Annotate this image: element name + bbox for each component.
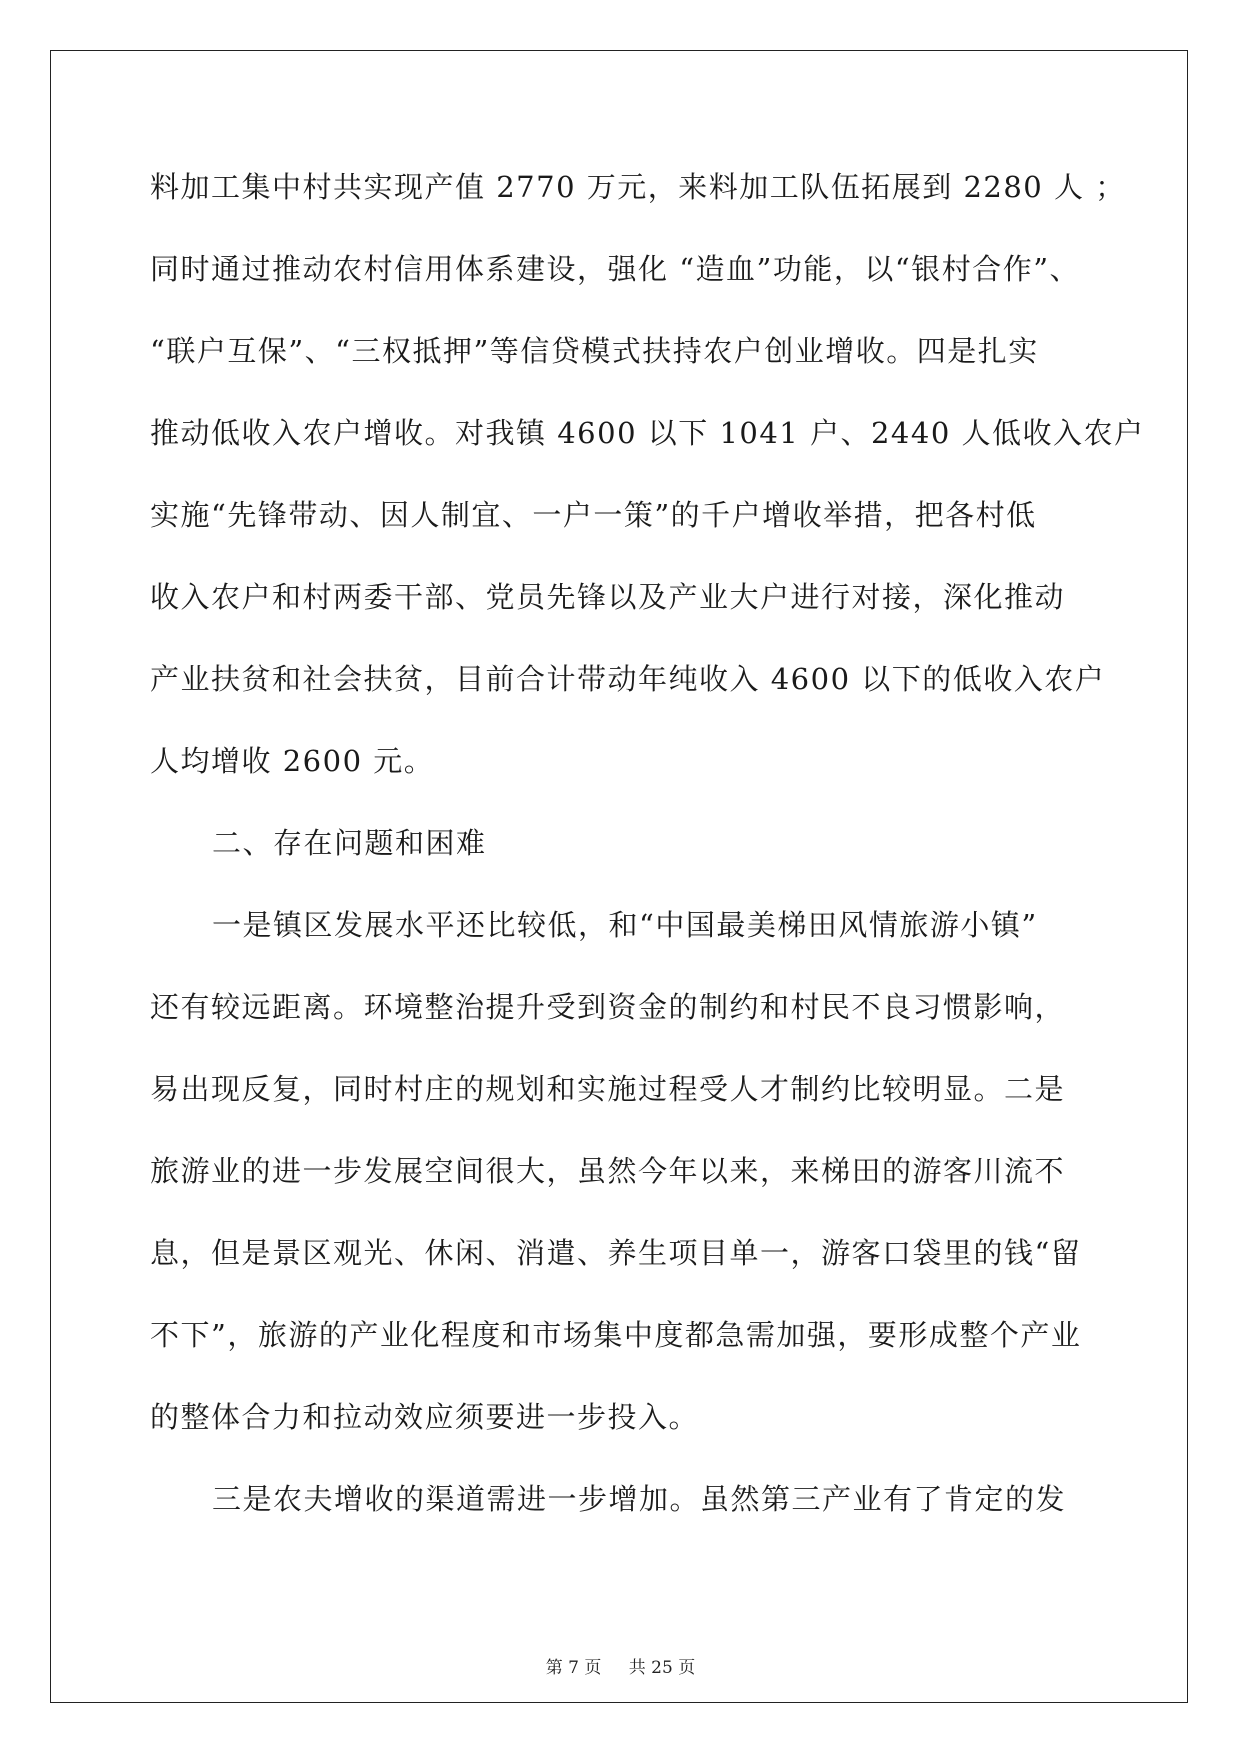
page-footer: [0, 1653, 1241, 1678]
page-number: 第 7 页: [545, 1658, 602, 1678]
text-line: 人均增收 2600 元。: [150, 744, 435, 778]
text-line: 的整体合力和拉动效应须要进一步投入。: [150, 1400, 700, 1434]
text-line: 实施“先锋带动、因人制宜、一户一策”的千户增收举措，把各村低: [150, 498, 1037, 532]
text-line: 料加工集中村共实现产值 2770 万元，来料加工队伍拓展到 2280 人 ；: [150, 170, 1126, 204]
text-line: 易出现反复，同时村庄的规划和实施过程受人才制约比较明显。二是: [150, 1072, 1066, 1106]
paragraph-start-line: 三是农夫增收的渠道需进一步增加。虽然第三产业有了肯定的发: [212, 1482, 1067, 1516]
text-line: 不下”，旅游的产业化程度和市场集中度都急需加强，要形成整个产业: [150, 1318, 1082, 1352]
text-line: 收入农户和村两委干部、党员先锋以及产业大户进行对接，深化推动: [150, 580, 1066, 614]
text-line: 同时通过推动农村信用体系建设，强化 “造血”功能，以“银村合作”、: [150, 252, 1081, 286]
text-line: 还有较远距离。环境整治提升受到资金的制约和村民不良习惯影响，: [150, 990, 1066, 1024]
text-line: “联户互保”、“三权抵押”等信贷模式扶持农户创业增收。四是扎实: [150, 334, 1039, 368]
text-line: 产业扶贫和社会扶贫，目前合计带动年纯收入 4600 以下的低收入农户: [150, 662, 1106, 696]
text-line: 息，但是景区观光、休闲、消遣、养生项目单一，游客口袋里的钱“留: [150, 1236, 1082, 1270]
paragraph-start-line: 一是镇区发展水平还比较低，和“中国最美梯田风情旅游小镇”: [212, 908, 1038, 942]
text-line: 推动低收入农户增收。对我镇 4600 以下 1041 户、2440 人低收入农户: [150, 416, 1145, 450]
text-line: 旅游业的进一步发展空间很大，虽然今年以来，来梯田的游客川流不: [150, 1154, 1066, 1188]
section-heading: 二、存在问题和困难: [212, 826, 487, 860]
total-pages: 共 25 页: [628, 1658, 696, 1678]
document-body: [150, 160, 1145, 1554]
